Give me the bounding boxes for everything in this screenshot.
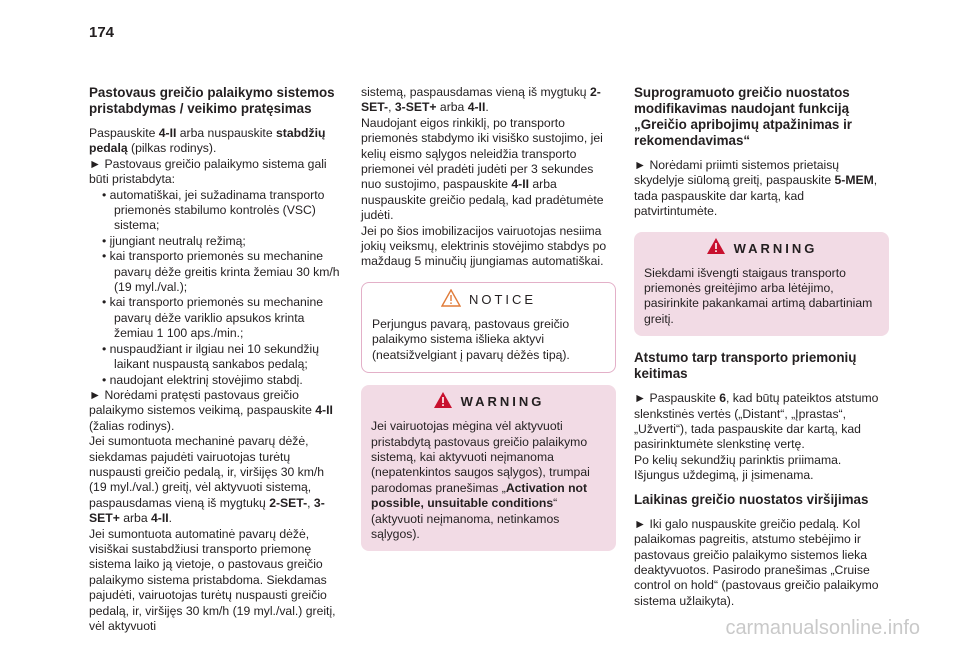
text: “ (aktyvuoti neįmanoma, netinkamos sąlygos). xyxy=(371,496,560,541)
paragraph xyxy=(634,158,889,220)
notice-box xyxy=(361,282,616,373)
text: ► Norėdami pratęsti pastovaus greičio palaikymo sistemos veikimą, paspauskite xyxy=(89,387,316,418)
heading-temporary-override: Laikinas greičio nuostatos viršijimas xyxy=(634,491,869,507)
text: . xyxy=(168,511,172,526)
paragraph xyxy=(361,85,616,116)
text: , kad būtų pateiktos atstumo slenkstinės vertės („Distant“, „Įprastas“, „Užverti“), tada paspauskite dar kartą, kad pasirinktumėte slenkstinę vertę. xyxy=(634,391,879,452)
paragraph xyxy=(634,391,889,453)
paragraph xyxy=(89,388,344,434)
text: ► Paspauskite xyxy=(634,391,720,406)
warning-triangle-icon xyxy=(706,237,726,259)
list-item: • kai transporto priemonės su mechanine pavarų dėže greitis krinta žemiau 30 km/h (19 myl./val.); xyxy=(102,249,340,295)
button-ref: 2-SET- xyxy=(361,85,601,115)
pedal-ref: stabdžių pedalą xyxy=(89,126,326,156)
text: (žalias rodinys). xyxy=(89,418,175,433)
warning-triangle-icon xyxy=(441,289,461,311)
button-ref: 4-II xyxy=(151,511,169,526)
warning-header xyxy=(644,232,879,266)
text: arba nuspauskite greičio pedalą, kad pradėtumėte judėti. xyxy=(361,177,604,223)
column-2 xyxy=(361,85,616,551)
text: ► Norėdami priimti sistemos prietaisų skydelyje siūlomą greitį, paspauskite xyxy=(634,158,840,188)
paragraph: ► Iki galo nuspauskite greičio pedalą. Kol palaikomas pagreitis, atstumo stebėjimo ir pastovaus greičio palaikymo sistemos lieka deaktyvuotos. Pasirodo pranešimas „Cruise control on hold“ (pastovaus greičio palaikymo sistema užlaikyta). xyxy=(634,516,879,608)
heading-speed-limit-recognition: Suprogramuoto greičio nuostatos modifikavimas naudojant funkciją „Greičio apribojimų atpažinimas ir rekomendavimas“ xyxy=(634,85,853,148)
text: Jei sumontuota mechaninė pavarų dėžė, siekdamas pajudėti vairuotojas turėtų nuspausti greičio pedalą, ir, viršijęs 30 km/h (19 myl./val.) greitį, vėl aktyvuoti sistemą, paspausdamas vieną iš mygtukų xyxy=(89,434,325,510)
notice-title: NOTICE xyxy=(468,292,537,308)
paragraph xyxy=(361,116,616,224)
paragraph: ► Pastovaus greičio palaikymo sistema gali būti pristabdyta: xyxy=(89,156,327,187)
warning-triangle-icon xyxy=(433,391,453,413)
paragraph xyxy=(89,434,344,526)
text: arba xyxy=(119,511,151,526)
warning-box xyxy=(634,232,889,337)
list-item: • kai transporto priemonės su mechanine pavarų dėže variklio apsukos krinta žemiau 1 100 aps./min.; xyxy=(102,295,324,341)
list-item: • įjungiant neutralų režimą; xyxy=(102,233,246,248)
paragraph xyxy=(89,126,344,157)
list-item: • nuspaudžiant ir ilgiau nei 10 sekundžių laikant nuspaustą sankabos pedalą; xyxy=(102,341,320,372)
paragraph: Jei sumontuota automatinė pavarų dėžė, visiškai sustabdžiusi transporto priemonę sistema laiko ją vietoje, o pastovaus greičio palaikymo sistema pristabdoma. Siekdamas pajudėti, vairuotojas turėtų nuspausti greičio pedalą, ir, viršijęs 30 km/h (19 myl./val.) greitį, vėl aktyvuoti xyxy=(89,526,336,633)
paragraph: Jei po šios imobilizacijos vairuotojas nesiima jokių veiksmų, elektrinis stovėjimo stabdys po maždaug 5 minučių įjungiamas automatiškai. xyxy=(361,223,607,269)
heading-cruise-pause: Pastovaus greičio palaikymo sistemos pristabdymas / veikimo pratęsimas xyxy=(89,85,335,116)
button-ref: 4-II xyxy=(467,100,486,115)
heading-distance: Atstumo tarp transporto priemonių keitimas xyxy=(634,350,857,382)
button-ref: 3-SET+ xyxy=(394,100,437,115)
text: Naudojant eigos rinkiklį, po transporto priemonės stabdymo iki visiško sustojimo, jei kelių eismo sąlygos neleidžia transporto priemonei vėl pradėti judėti per 3 sekundes nuo sustojimo, paspauskite xyxy=(361,115,603,192)
list-item: • automatiškai, jei sužadinama transporto priemonės stabilumo kontrolės (VSC) sistema; xyxy=(102,187,325,233)
button-ref: 4-II xyxy=(511,177,530,192)
column-1 xyxy=(89,85,344,634)
text: Paspauskite xyxy=(89,126,159,140)
notice-text: Perjungus pavarą, pastovaus greičio palaikymo sistema išlieka aktyvi (neatsižvelgiant į pavarų dėžės tipą). xyxy=(372,316,570,362)
notice-header xyxy=(372,283,605,317)
warning-title: WARNING xyxy=(460,394,545,410)
text: , tada paspauskite dar kartą, kad patvirtintumėte. xyxy=(634,173,878,219)
button-ref: 4-II xyxy=(315,403,333,418)
warning-title: WARNING xyxy=(733,240,818,256)
button-ref: 5-MEM xyxy=(834,173,874,188)
text: . xyxy=(485,100,489,115)
text: , xyxy=(388,100,395,115)
text: sistemą, paspausdamas vieną iš mygtukų xyxy=(361,85,590,99)
warning-header xyxy=(371,385,606,419)
warning-text: Siekdami išvengti staigaus transporto priemonės greitėjimo arba lėtėjimo, pasirinkite pakankamai artimą dabartiniam greitį. xyxy=(644,265,873,326)
warning-text xyxy=(371,419,606,542)
message-ref: Activation not possible, unsuitable conditions xyxy=(371,480,588,511)
text: Jei vairuotojas mėgina vėl aktyvuoti pristabdytą pastovaus greičio palaikymo sistemą, kai aktyvuoti neįmanoma (nepatenkintos saugos sąlygos), trumpai parodomas pranešimas „ xyxy=(371,419,590,495)
text: , xyxy=(307,495,314,510)
watermark: carmanualsonline.info xyxy=(725,617,920,639)
text: (pilkas rodinys). xyxy=(127,141,217,156)
column-3 xyxy=(634,85,889,609)
text: arba nuspauskite xyxy=(176,126,276,140)
list-item: • naudojant elektrinį stovėjimo stabdį. xyxy=(102,372,303,387)
paragraph: Po kelių sekundžių parinktis priimama. Išjungus uždegimą, ji įsimenama. xyxy=(634,452,842,483)
page-number: 174 xyxy=(89,24,115,41)
button-ref: 6 xyxy=(719,391,727,406)
text: arba xyxy=(436,100,468,115)
button-ref: 3-SET+ xyxy=(89,495,325,526)
button-ref: 4-II xyxy=(158,126,177,140)
button-ref: 2-SET- xyxy=(269,495,308,510)
warning-box xyxy=(361,385,616,551)
